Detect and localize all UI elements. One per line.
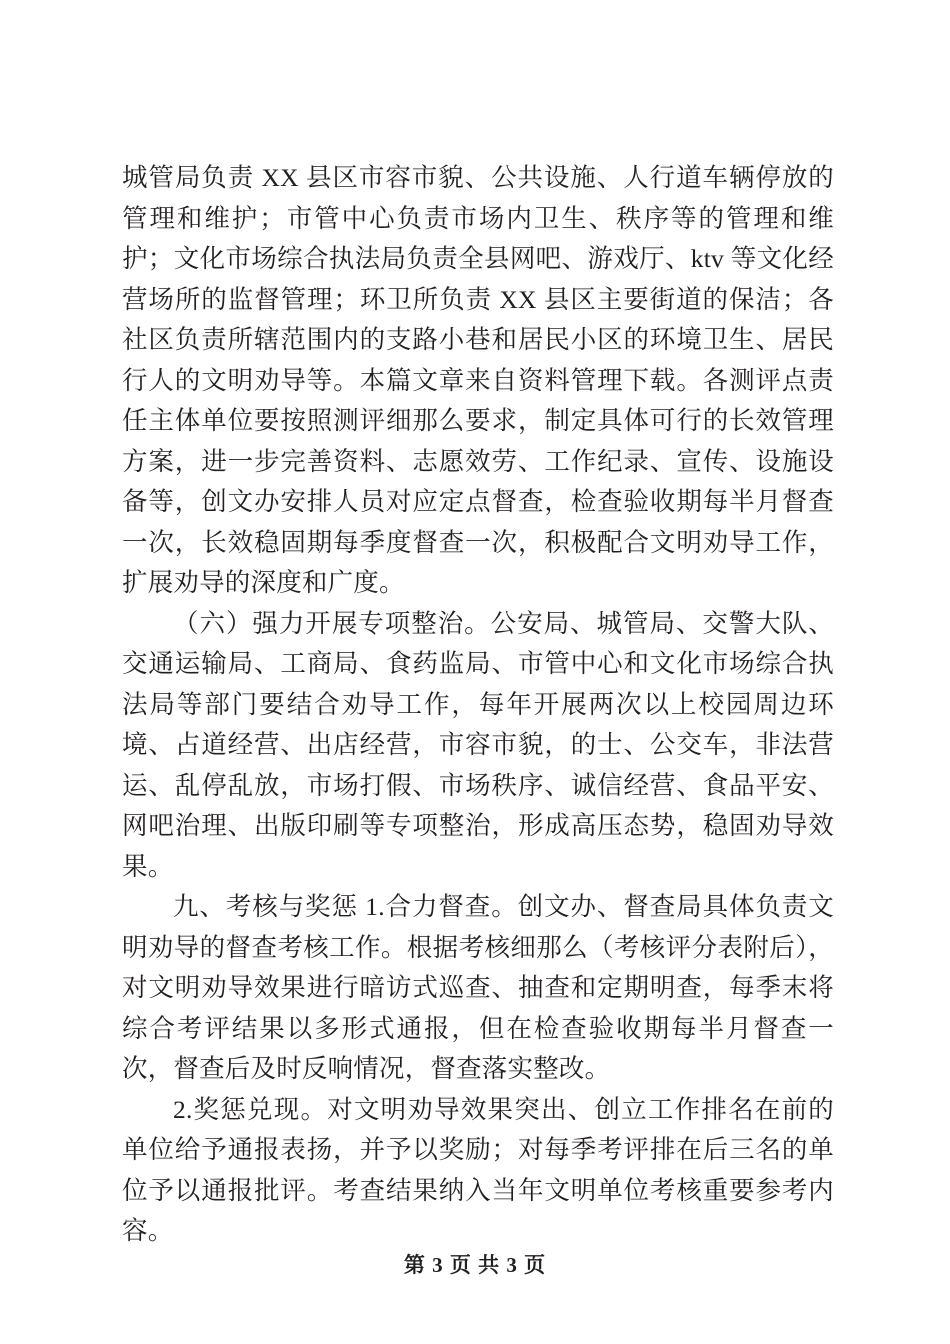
paragraph-1: 城管局负责 XX 县区市容市貌、公共设施、人行道车辆停放的管理和维护；市管中心负责市场内卫生、秩序等的管理和维护；文化市场综合执法局负责全县网吧、游戏厅、ktv 等文化经营场所的监督管理；环卫所负责 XX 县区主要街道的保洁；各社区负责所辖范围内的支路小巷和居民小区的环境卫生、居民行人的文明劝导等。本篇文章来自资料管理下载。各测评点责任主体单位要按照测评细那么要求，制定具体可行的长效管理方案，进一步完善资料、志愿效劳、工作纪录、宣传、设施设备等，创文办安排人员对应定点督查，检查验收期每半月督查一次，长效稳固期每季度督查一次，积极配合文明劝导工作，扩展劝导的深度和广度。 xyxy=(122,163,834,597)
paragraph-4: 2.奖惩兑现。对文明劝导效果突出、创立工作排名在前的单位给予通报表扬，并予以奖励；对每季考评排在后三名的单位予以通报批评。考查结果纳入当年文明单位考核重要参考内容。 xyxy=(122,1094,834,1245)
document-body xyxy=(122,158,834,1252)
page-footer: 第 3 页 共 3 页 xyxy=(403,1253,547,1277)
paragraph-2: （六）强力开展专项整治。公安局、城管局、交警大队、交通运输局、工商局、食药监局、市管中心和文化市场综合执法局等部门要结合劝导工作，每年开展两次以上校园周边环境、占道经营、出店经营，市容市貌，的士、公交车，非法营运、乱停乱放，市场打假、市场秩序、诚信经营、食品平安、网吧治理、出版印刷等专项整治，形成高压态势，稳固劝导效果。 xyxy=(122,608,834,881)
paragraph-3: 九、考核与奖惩 1.合力督查。创文办、督查局具体负责文明劝导的督查考核工作。根据考核细那么（考核评分表附后），对文明劝导效果进行暗访式巡查、抽查和定期明查，每季末将综合考评结果以多形式通报，但在检查验收期每半月督查一次，督查后及时反响情况，督查落实整改。 xyxy=(122,892,834,1083)
